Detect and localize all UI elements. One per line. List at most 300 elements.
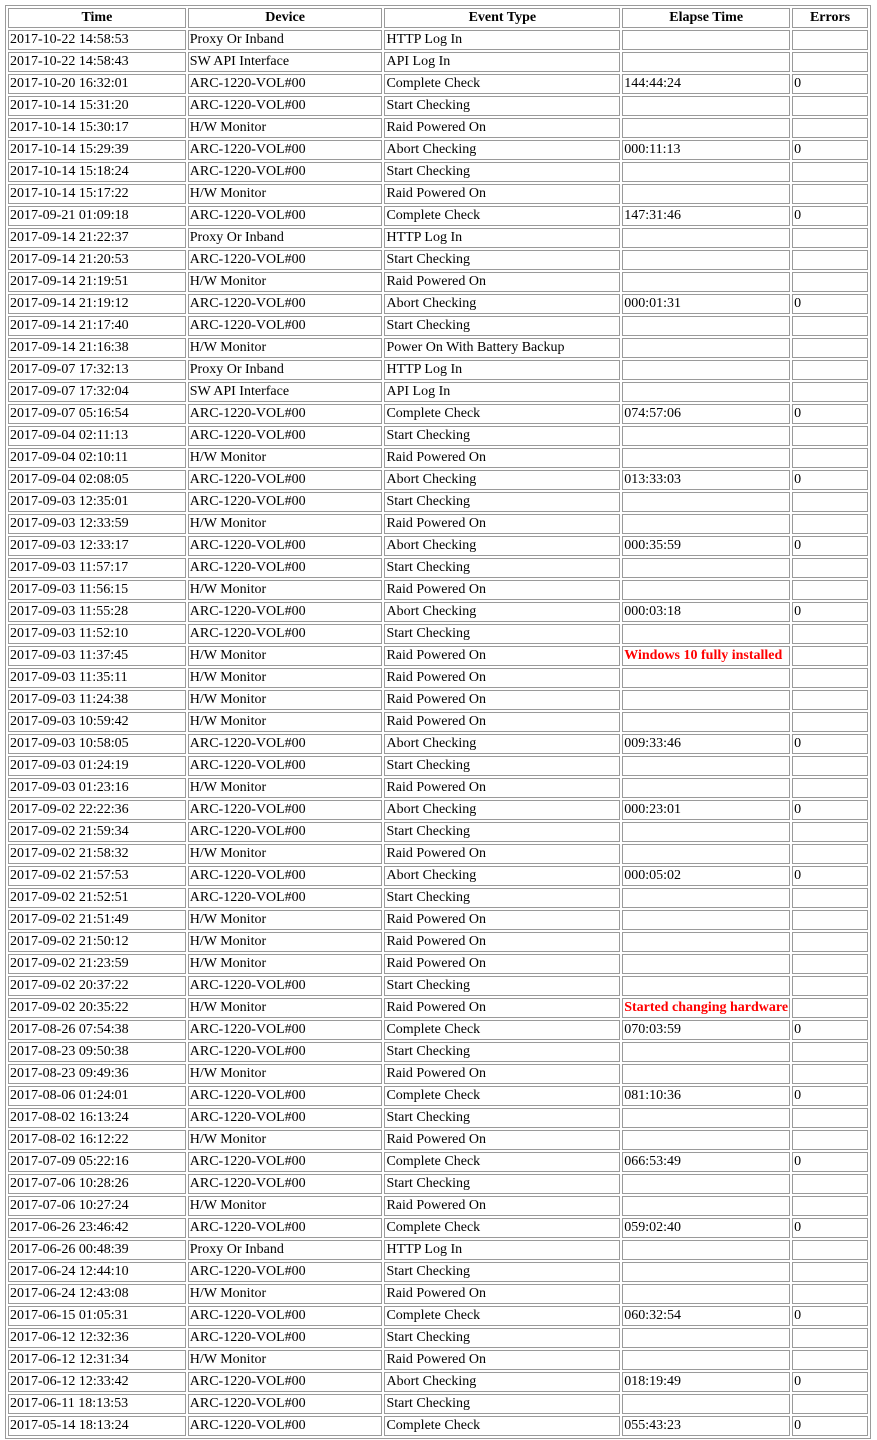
- table-row: [8, 492, 868, 512]
- table-row: [8, 778, 868, 798]
- elapse-time-cell: [622, 228, 790, 248]
- elapse-time-cell: [622, 52, 790, 72]
- elapse-time-cell: [622, 96, 790, 116]
- device-cell: ARC-1220-VOL#00: [188, 316, 383, 336]
- column-header-time: Time: [8, 8, 186, 28]
- event-type-cell: Complete Check: [384, 1086, 620, 1106]
- device-cell: ARC-1220-VOL#00: [188, 558, 383, 578]
- elapse-time-cell: 018:19:49: [622, 1372, 790, 1392]
- event-type-cell: Start Checking: [384, 888, 620, 908]
- elapse-time-cell: 055:43:23: [622, 1416, 790, 1436]
- elapse-time-cell: [622, 756, 790, 776]
- device-cell: H/W Monitor: [188, 448, 383, 468]
- elapse-time-cell: [622, 514, 790, 534]
- table-row: [8, 74, 868, 94]
- event-type-cell: Complete Check: [384, 1020, 620, 1040]
- time-cell: 2017-09-02 20:37:22: [8, 976, 186, 996]
- table-row: [8, 646, 868, 666]
- time-cell: 2017-06-12 12:31:34: [8, 1350, 186, 1370]
- errors-cell: [792, 888, 868, 908]
- elapse-time-cell: [622, 316, 790, 336]
- elapse-time-cell: [622, 976, 790, 996]
- time-cell: 2017-09-03 01:23:16: [8, 778, 186, 798]
- event-type-cell: Raid Powered On: [384, 1284, 620, 1304]
- time-cell: 2017-06-26 23:46:42: [8, 1218, 186, 1238]
- time-cell: 2017-09-07 05:16:54: [8, 404, 186, 424]
- table-row: [8, 382, 868, 402]
- device-cell: H/W Monitor: [188, 646, 383, 666]
- time-cell: 2017-10-22 14:58:43: [8, 52, 186, 72]
- event-type-cell: Start Checking: [384, 1042, 620, 1062]
- device-cell: H/W Monitor: [188, 580, 383, 600]
- device-cell: H/W Monitor: [188, 668, 383, 688]
- event-type-cell: Complete Check: [384, 206, 620, 226]
- elapse-time-cell: [622, 1394, 790, 1414]
- event-type-cell: Raid Powered On: [384, 1196, 620, 1216]
- table-row: [8, 514, 868, 534]
- errors-cell: [792, 316, 868, 336]
- errors-cell: [792, 954, 868, 974]
- table-row: [8, 184, 868, 204]
- table-row: [8, 338, 868, 358]
- event-type-cell: Start Checking: [384, 1328, 620, 1348]
- device-cell: H/W Monitor: [188, 910, 383, 930]
- elapse-time-cell: 013:33:03: [622, 470, 790, 490]
- table-row: [8, 1196, 868, 1216]
- table-body: [8, 30, 868, 1436]
- device-cell: Proxy Or Inband: [188, 1240, 383, 1260]
- device-cell: H/W Monitor: [188, 844, 383, 864]
- errors-cell: 0: [792, 74, 868, 94]
- time-cell: 2017-09-03 12:35:01: [8, 492, 186, 512]
- time-cell: 2017-09-03 11:55:28: [8, 602, 186, 622]
- errors-cell: [792, 668, 868, 688]
- table-row: [8, 580, 868, 600]
- time-cell: 2017-10-14 15:31:20: [8, 96, 186, 116]
- device-cell: ARC-1220-VOL#00: [188, 1262, 383, 1282]
- table-row: [8, 800, 868, 820]
- elapse-time-cell: [622, 118, 790, 138]
- errors-cell: 0: [792, 1416, 868, 1436]
- time-cell: 2017-09-07 17:32:04: [8, 382, 186, 402]
- errors-cell: [792, 844, 868, 864]
- table-row: [8, 624, 868, 644]
- table-row: [8, 1240, 868, 1260]
- event-type-cell: Abort Checking: [384, 866, 620, 886]
- errors-cell: [792, 558, 868, 578]
- errors-cell: 0: [792, 1020, 868, 1040]
- table-row: [8, 998, 868, 1018]
- table-row: [8, 448, 868, 468]
- table-row: [8, 140, 868, 160]
- errors-cell: [792, 646, 868, 666]
- time-cell: 2017-08-02 16:13:24: [8, 1108, 186, 1128]
- event-type-cell: Start Checking: [384, 492, 620, 512]
- time-cell: 2017-09-03 12:33:17: [8, 536, 186, 556]
- device-cell: Proxy Or Inband: [188, 360, 383, 380]
- table-row: [8, 1152, 868, 1172]
- event-type-cell: HTTP Log In: [384, 1240, 620, 1260]
- event-type-cell: Raid Powered On: [384, 712, 620, 732]
- elapse-time-cell: [622, 272, 790, 292]
- time-cell: 2017-10-14 15:29:39: [8, 140, 186, 160]
- event-type-cell: Raid Powered On: [384, 910, 620, 930]
- table-row: [8, 602, 868, 622]
- errors-cell: 0: [792, 602, 868, 622]
- time-cell: 2017-09-14 21:17:40: [8, 316, 186, 336]
- table-row: [8, 1328, 868, 1348]
- time-cell: 2017-07-09 05:22:16: [8, 1152, 186, 1172]
- elapse-time-cell: [622, 690, 790, 710]
- table-row: [8, 1372, 868, 1392]
- event-type-cell: Start Checking: [384, 624, 620, 644]
- table-row: [8, 844, 868, 864]
- time-cell: 2017-08-23 09:49:36: [8, 1064, 186, 1084]
- table-row: [8, 1130, 868, 1150]
- elapse-time-cell: 144:44:24: [622, 74, 790, 94]
- event-type-cell: Raid Powered On: [384, 998, 620, 1018]
- event-type-cell: Raid Powered On: [384, 954, 620, 974]
- time-cell: 2017-09-02 21:59:34: [8, 822, 186, 842]
- device-cell: ARC-1220-VOL#00: [188, 1372, 383, 1392]
- time-cell: 2017-08-23 09:50:38: [8, 1042, 186, 1062]
- event-type-cell: Raid Powered On: [384, 778, 620, 798]
- device-cell: ARC-1220-VOL#00: [188, 294, 383, 314]
- device-cell: H/W Monitor: [188, 1350, 383, 1370]
- errors-cell: [792, 1262, 868, 1282]
- elapse-time-cell: [622, 382, 790, 402]
- errors-cell: [792, 712, 868, 732]
- device-cell: ARC-1220-VOL#00: [188, 492, 383, 512]
- time-cell: 2017-06-12 12:32:36: [8, 1328, 186, 1348]
- event-type-cell: Raid Powered On: [384, 1350, 620, 1370]
- elapse-time-cell: 081:10:36: [622, 1086, 790, 1106]
- device-cell: ARC-1220-VOL#00: [188, 756, 383, 776]
- event-type-cell: Abort Checking: [384, 294, 620, 314]
- errors-cell: [792, 1350, 868, 1370]
- device-cell: ARC-1220-VOL#00: [188, 866, 383, 886]
- table-row: [8, 52, 868, 72]
- event-type-cell: Start Checking: [384, 1108, 620, 1128]
- elapse-time-cell: 009:33:46: [622, 734, 790, 754]
- device-cell: ARC-1220-VOL#00: [188, 1086, 383, 1106]
- time-cell: 2017-08-06 01:24:01: [8, 1086, 186, 1106]
- table-row: [8, 954, 868, 974]
- table-row: [8, 1284, 868, 1304]
- event-type-cell: Raid Powered On: [384, 1064, 620, 1084]
- errors-cell: [792, 778, 868, 798]
- elapse-time-cell: [622, 250, 790, 270]
- event-type-cell: API Log In: [384, 52, 620, 72]
- table-row: [8, 250, 868, 270]
- column-header-errors: Errors: [792, 8, 868, 28]
- errors-cell: [792, 1328, 868, 1348]
- errors-cell: [792, 338, 868, 358]
- time-cell: 2017-09-04 02:08:05: [8, 470, 186, 490]
- event-type-cell: Complete Check: [384, 74, 620, 94]
- elapse-time-cell: 060:32:54: [622, 1306, 790, 1326]
- table-row: [8, 1064, 868, 1084]
- elapse-time-cell: [622, 1174, 790, 1194]
- device-cell: ARC-1220-VOL#00: [188, 1306, 383, 1326]
- time-cell: 2017-08-26 07:54:38: [8, 1020, 186, 1040]
- table-row: [8, 536, 868, 556]
- errors-cell: [792, 1064, 868, 1084]
- event-type-cell: Raid Powered On: [384, 580, 620, 600]
- elapse-time-cell: [622, 624, 790, 644]
- event-type-cell: API Log In: [384, 382, 620, 402]
- time-cell: 2017-09-14 21:16:38: [8, 338, 186, 358]
- event-type-cell: Abort Checking: [384, 470, 620, 490]
- errors-cell: [792, 162, 868, 182]
- event-type-cell: Abort Checking: [384, 1372, 620, 1392]
- errors-cell: [792, 624, 868, 644]
- errors-cell: [792, 1284, 868, 1304]
- device-cell: ARC-1220-VOL#00: [188, 74, 383, 94]
- table-row: [8, 294, 868, 314]
- table-row: [8, 690, 868, 710]
- event-type-cell: Raid Powered On: [384, 184, 620, 204]
- device-cell: ARC-1220-VOL#00: [188, 1042, 383, 1062]
- time-cell: 2017-09-03 10:58:05: [8, 734, 186, 754]
- time-cell: 2017-09-03 11:37:45: [8, 646, 186, 666]
- time-cell: 2017-09-02 21:23:59: [8, 954, 186, 974]
- errors-cell: [792, 360, 868, 380]
- event-type-cell: Start Checking: [384, 822, 620, 842]
- table-row: [8, 162, 868, 182]
- table-row: [8, 712, 868, 732]
- errors-cell: 0: [792, 1086, 868, 1106]
- annotation-note: Windows 10 fully installed: [622, 646, 790, 666]
- errors-cell: [792, 30, 868, 50]
- errors-cell: [792, 1240, 868, 1260]
- elapse-time-cell: [622, 580, 790, 600]
- event-type-cell: Complete Check: [384, 1306, 620, 1326]
- elapse-time-cell: 000:35:59: [622, 536, 790, 556]
- device-cell: ARC-1220-VOL#00: [188, 1394, 383, 1414]
- errors-cell: [792, 1042, 868, 1062]
- device-cell: ARC-1220-VOL#00: [188, 1416, 383, 1436]
- errors-cell: 0: [792, 1372, 868, 1392]
- errors-cell: [792, 1174, 868, 1194]
- time-cell: 2017-06-26 00:48:39: [8, 1240, 186, 1260]
- device-cell: H/W Monitor: [188, 1064, 383, 1084]
- table-row: [8, 910, 868, 930]
- device-cell: H/W Monitor: [188, 690, 383, 710]
- elapse-time-cell: [622, 1262, 790, 1282]
- errors-cell: [792, 272, 868, 292]
- elapse-time-cell: 000:05:02: [622, 866, 790, 886]
- column-header-elapse-time: Elapse Time: [622, 8, 790, 28]
- table-row: [8, 1108, 868, 1128]
- event-type-cell: Raid Powered On: [384, 932, 620, 952]
- table-header: [8, 8, 868, 28]
- device-cell: ARC-1220-VOL#00: [188, 426, 383, 446]
- event-type-cell: Abort Checking: [384, 602, 620, 622]
- device-cell: Proxy Or Inband: [188, 228, 383, 248]
- device-cell: H/W Monitor: [188, 1284, 383, 1304]
- errors-cell: [792, 756, 868, 776]
- time-cell: 2017-10-14 15:17:22: [8, 184, 186, 204]
- event-type-cell: Abort Checking: [384, 536, 620, 556]
- time-cell: 2017-06-12 12:33:42: [8, 1372, 186, 1392]
- elapse-time-cell: [622, 30, 790, 50]
- event-type-cell: Start Checking: [384, 756, 620, 776]
- errors-cell: [792, 426, 868, 446]
- table-row: [8, 404, 868, 424]
- errors-cell: [792, 52, 868, 72]
- device-cell: ARC-1220-VOL#00: [188, 404, 383, 424]
- elapse-time-cell: 000:03:18: [622, 602, 790, 622]
- device-cell: ARC-1220-VOL#00: [188, 888, 383, 908]
- elapse-time-cell: [622, 184, 790, 204]
- device-cell: ARC-1220-VOL#00: [188, 822, 383, 842]
- time-cell: 2017-10-20 16:32:01: [8, 74, 186, 94]
- time-cell: 2017-09-04 02:10:11: [8, 448, 186, 468]
- elapse-time-cell: [622, 1284, 790, 1304]
- event-type-cell: Raid Powered On: [384, 514, 620, 534]
- time-cell: 2017-09-04 02:11:13: [8, 426, 186, 446]
- event-log-table: [5, 5, 871, 1439]
- device-cell: H/W Monitor: [188, 998, 383, 1018]
- errors-cell: [792, 976, 868, 996]
- table-row: [8, 316, 868, 336]
- device-cell: SW API Interface: [188, 52, 383, 72]
- device-cell: ARC-1220-VOL#00: [188, 1020, 383, 1040]
- time-cell: 2017-09-21 01:09:18: [8, 206, 186, 226]
- errors-cell: 0: [792, 1306, 868, 1326]
- time-cell: 2017-09-03 11:52:10: [8, 624, 186, 644]
- time-cell: 2017-09-02 21:57:53: [8, 866, 186, 886]
- errors-cell: [792, 932, 868, 952]
- errors-cell: 0: [792, 294, 868, 314]
- event-type-cell: Start Checking: [384, 96, 620, 116]
- elapse-time-cell: [622, 360, 790, 380]
- time-cell: 2017-09-03 12:33:59: [8, 514, 186, 534]
- event-type-cell: Raid Powered On: [384, 118, 620, 138]
- device-cell: ARC-1220-VOL#00: [188, 250, 383, 270]
- device-cell: ARC-1220-VOL#00: [188, 96, 383, 116]
- table-row: [8, 1174, 868, 1194]
- column-header-event-type: Event Type: [384, 8, 620, 28]
- column-header-device: Device: [188, 8, 383, 28]
- event-type-cell: Raid Powered On: [384, 690, 620, 710]
- errors-cell: [792, 822, 868, 842]
- table-row: [8, 426, 868, 446]
- elapse-time-cell: 000:23:01: [622, 800, 790, 820]
- table-row: [8, 1306, 868, 1326]
- device-cell: ARC-1220-VOL#00: [188, 162, 383, 182]
- device-cell: H/W Monitor: [188, 1130, 383, 1150]
- errors-cell: [792, 910, 868, 930]
- event-type-cell: Start Checking: [384, 162, 620, 182]
- event-type-cell: Start Checking: [384, 426, 620, 446]
- table-row: [8, 756, 868, 776]
- elapse-time-cell: [622, 1350, 790, 1370]
- event-type-cell: Power On With Battery Backup: [384, 338, 620, 358]
- table-row: [8, 1042, 868, 1062]
- time-cell: 2017-09-14 21:22:37: [8, 228, 186, 248]
- device-cell: H/W Monitor: [188, 932, 383, 952]
- errors-cell: [792, 118, 868, 138]
- device-cell: ARC-1220-VOL#00: [188, 1108, 383, 1128]
- errors-cell: [792, 1196, 868, 1216]
- table-row: [8, 558, 868, 578]
- time-cell: 2017-09-14 21:19:12: [8, 294, 186, 314]
- time-cell: 2017-05-14 18:13:24: [8, 1416, 186, 1436]
- elapse-time-cell: [622, 1108, 790, 1128]
- time-cell: 2017-06-11 18:13:53: [8, 1394, 186, 1414]
- device-cell: ARC-1220-VOL#00: [188, 624, 383, 644]
- errors-cell: 0: [792, 470, 868, 490]
- errors-cell: [792, 382, 868, 402]
- elapse-time-cell: [622, 712, 790, 732]
- event-type-cell: Raid Powered On: [384, 272, 620, 292]
- table-row: [8, 1350, 868, 1370]
- device-cell: ARC-1220-VOL#00: [188, 734, 383, 754]
- time-cell: 2017-07-06 10:27:24: [8, 1196, 186, 1216]
- device-cell: ARC-1220-VOL#00: [188, 470, 383, 490]
- time-cell: 2017-09-03 11:57:17: [8, 558, 186, 578]
- time-cell: 2017-09-02 21:51:49: [8, 910, 186, 930]
- elapse-time-cell: [622, 1196, 790, 1216]
- time-cell: 2017-09-02 21:50:12: [8, 932, 186, 952]
- elapse-time-cell: [622, 162, 790, 182]
- table-row: [8, 1394, 868, 1414]
- errors-cell: 0: [792, 800, 868, 820]
- table-row: [8, 932, 868, 952]
- elapse-time-cell: [622, 954, 790, 974]
- event-type-cell: Complete Check: [384, 404, 620, 424]
- device-cell: ARC-1220-VOL#00: [188, 602, 383, 622]
- errors-cell: 0: [792, 866, 868, 886]
- elapse-time-cell: 059:02:40: [622, 1218, 790, 1238]
- time-cell: 2017-09-03 01:24:19: [8, 756, 186, 776]
- time-cell: 2017-09-02 22:22:36: [8, 800, 186, 820]
- elapse-time-cell: [622, 668, 790, 688]
- errors-cell: 0: [792, 1218, 868, 1238]
- device-cell: ARC-1220-VOL#00: [188, 976, 383, 996]
- errors-cell: [792, 580, 868, 600]
- table-row: [8, 96, 868, 116]
- elapse-time-cell: [622, 932, 790, 952]
- elapse-time-cell: [622, 448, 790, 468]
- errors-cell: [792, 96, 868, 116]
- event-type-cell: Raid Powered On: [384, 668, 620, 688]
- errors-cell: 0: [792, 206, 868, 226]
- elapse-time-cell: 147:31:46: [622, 206, 790, 226]
- annotation-note: Started changing hardware: [622, 998, 790, 1018]
- elapse-time-cell: [622, 1042, 790, 1062]
- device-cell: H/W Monitor: [188, 338, 383, 358]
- errors-cell: [792, 690, 868, 710]
- event-type-cell: Raid Powered On: [384, 448, 620, 468]
- elapse-time-cell: 066:53:49: [622, 1152, 790, 1172]
- elapse-time-cell: [622, 1130, 790, 1150]
- table-row: [8, 1020, 868, 1040]
- elapse-time-cell: [622, 1328, 790, 1348]
- event-type-cell: Start Checking: [384, 250, 620, 270]
- header-row: [8, 8, 868, 28]
- table-row: [8, 118, 868, 138]
- errors-cell: 0: [792, 404, 868, 424]
- table-row: [8, 30, 868, 50]
- time-cell: 2017-10-22 14:58:53: [8, 30, 186, 50]
- table-row: [8, 976, 868, 996]
- errors-cell: [792, 448, 868, 468]
- table-row: [8, 1416, 868, 1436]
- device-cell: H/W Monitor: [188, 712, 383, 732]
